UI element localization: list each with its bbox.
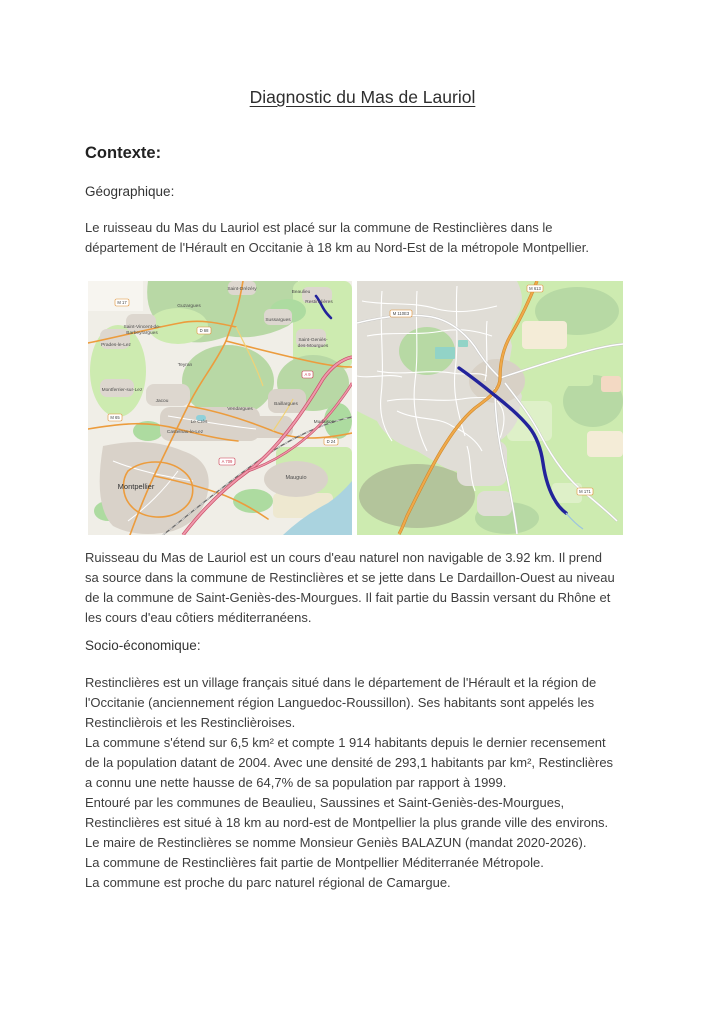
text-line: a connu une nette hausse de 64,7% de sa population par rapport à 1999. xyxy=(85,775,507,790)
road-shield xyxy=(197,327,211,334)
svg-text:D 68: D 68 xyxy=(199,328,209,333)
text-line: Restinclièrois et les Restinclièroises. xyxy=(85,715,296,730)
map-label: Mauguio xyxy=(285,475,307,481)
svg-text:M 171: M 171 xyxy=(579,489,591,494)
text-line: Ruisseau du Mas de Lauriol est un cours d'eau naturel non navigable de 3.92 km. Il prend xyxy=(85,550,603,565)
svg-text:D 24: D 24 xyxy=(326,439,336,444)
map-overview-image xyxy=(88,281,352,535)
text-line: La commune est proche du parc naturel régional de Camargue. xyxy=(85,875,451,890)
text-line: La commune de Restinclières fait partie de Montpellier Méditerranée Métropole. xyxy=(85,855,544,870)
document-title: Diagnostic du Mas de Lauriol xyxy=(249,87,476,107)
text-line: Le maire de Restinclières se nomme Monsieur Geniès BALAZUN (mandat 2020-2026). xyxy=(85,835,587,850)
map-detail-image xyxy=(357,281,623,535)
map-label: Guzargues xyxy=(177,304,201,309)
svg-text:M 613: M 613 xyxy=(529,286,541,291)
map-label: Saint-Drézéry xyxy=(227,287,257,292)
text-line: Restinclières est situé à 18 km au nord-est de Montpellier la plus grande ville des environs. xyxy=(85,815,609,830)
text-line: Restinclières est un village français situé dans le département de l'Hérault et la région de xyxy=(85,675,597,690)
map-overview-svg xyxy=(88,281,352,535)
map-label: des-Mourgues xyxy=(297,344,329,349)
map-label: Le Crès xyxy=(190,420,208,425)
map-label: Prades-le-Lez xyxy=(101,343,131,348)
svg-text:A 9: A 9 xyxy=(304,372,311,377)
text-line: Entouré par les communes de Beaulieu, Saussines et Saint-Geniès-des-Mourgues, xyxy=(85,795,565,810)
text-line: de la population datant de 2004. Avec une densité de 293,1 habitants par km², Restinclières xyxy=(85,755,614,770)
map-label: Baillargues xyxy=(274,402,298,407)
paragraph-river xyxy=(85,548,615,628)
road-shield xyxy=(219,458,235,465)
map-label: Beaulieu xyxy=(291,290,311,295)
text-line: les cours d'eau côtiers méditerranéens. xyxy=(85,610,312,625)
road-shield xyxy=(115,299,129,306)
text-line: Le ruisseau du Mas du Lauriol est placé sur la commune de Restinclières dans le xyxy=(85,220,553,235)
road-shield xyxy=(324,438,338,445)
road-shield xyxy=(390,310,412,317)
road-shield xyxy=(302,371,313,378)
text-line: sa source dans la commune de Restinclières et se jette dans Le Dardaillon-Ouest au niveau xyxy=(85,570,615,585)
map-label: Saint-Vincent-de- xyxy=(123,325,161,330)
text-line: de la commune de Saint-Geniès-des-Mourgues. Il fait partie du Bassin versant du Rhône et xyxy=(85,590,611,605)
paragraph-socio xyxy=(85,673,613,893)
map-label: Montferrier-sur-Lez xyxy=(101,388,143,393)
map-label: Teyran xyxy=(177,363,193,368)
map-label: Sussargues xyxy=(265,318,291,323)
heading-socio: Socio-économique: xyxy=(85,638,201,653)
text-line: département de l'Hérault en Occitanie à 18 km au Nord-Est de la métropole Montpellier. xyxy=(85,240,589,255)
road-shield xyxy=(108,414,122,421)
road-shield xyxy=(527,285,543,292)
map-label: Castelnau-le-Lez xyxy=(166,430,204,435)
map-label: Restinclières xyxy=(305,300,333,305)
svg-text:A 709: A 709 xyxy=(221,459,233,464)
svg-text:M 17: M 17 xyxy=(117,300,127,305)
heading-contexte: Contexte: xyxy=(85,144,162,162)
map-label: Mudaison xyxy=(313,420,335,425)
text-line: l'Occitanie (anciennement région Languedoc-Roussillon). Ses habitants sont appelés les xyxy=(85,695,595,710)
svg-text:M 110E3: M 110E3 xyxy=(392,311,410,316)
map-detail-svg xyxy=(357,281,623,535)
map-label: Jacou xyxy=(155,399,169,404)
map-label: Saint-Geniès- xyxy=(298,338,328,343)
svg-text:M 65: M 65 xyxy=(110,415,120,420)
text-line: La commune s'étend sur 6,5 km² et compte 1 914 habitants depuis le dernier recensement xyxy=(85,735,606,750)
road-shield xyxy=(577,488,593,495)
heading-geographique: Géographique: xyxy=(85,184,175,199)
map-label: Barbeyrargues xyxy=(126,331,158,336)
map-label: Montpellier xyxy=(117,482,155,491)
paragraph-geographique xyxy=(85,218,589,258)
map-label: Vendargues xyxy=(227,407,253,412)
